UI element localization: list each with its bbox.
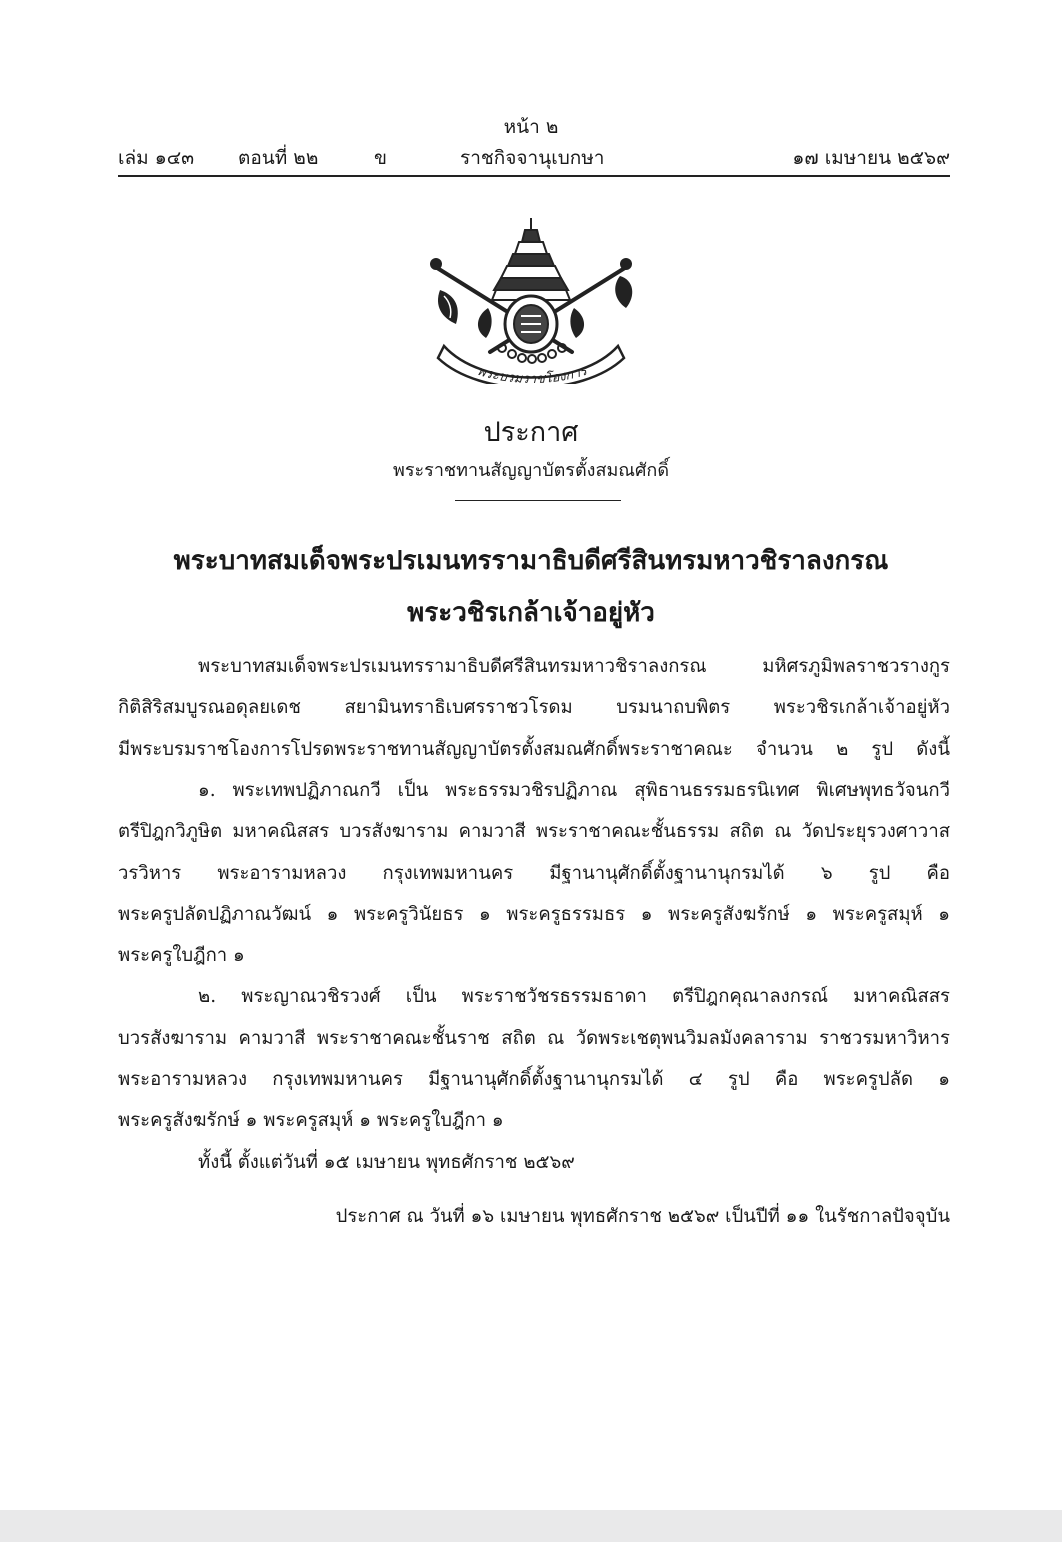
king-name-line-2: พระวชิรเกล้าเจ้าอยู่หัว [407,598,655,628]
seal-ribbon-textpath: พระบรมราชโองการ [475,363,589,384]
body-line: มีพระบรมราชโองการโปรดพระราชทานสัญญาบัตรตั้งสมณศักดิ์พระราชาคณะ จำนวน ๒ รูป ดังนี้ [118,739,950,760]
body-line: พระอารามหลวง กรุงเทพมหานคร มีฐานานุศักดิ์ตั้งฐานานุกรมได้ ๔ รูป คือ พระครูปลัด ๑ [118,1069,950,1090]
body-line: พระบาทสมเด็จพระปรเมนทรรามาธิบดีศรีสินทรมหาวชิราลงกรณ มหิศรภูมิพลราชวรางกูร [198,656,950,677]
body-line: พระครูใบฎีกา ๑ [118,945,245,966]
king-name-line-1: พระบาทสมเด็จพระปรเมนทรรามาธิบดีศรีสินทรมหาวชิราลงกรณ [173,546,889,576]
section-letter: ข [374,147,387,169]
section-number: ตอนที่ ๒๒ [238,147,319,169]
volume-number: เล่ม ๑๔๓ [118,147,195,169]
body-line: ๒. พระญาณวชิรวงศ์ เป็น พระราชวัชรธรรมธาดา ตรีปิฎกคุณาลงกรณ์ มหาคณิสสร [198,986,950,1007]
publication-date: ๑๗ เมษายน ๒๕๖๙ [792,147,950,169]
body-line: พระครูปลัดปฏิภาณวัฒน์ ๑ พระครูวินัยธร ๑ พระครูธรรมธร ๑ พระครูสังฆรักษ์ ๑ พระครูสมุห์ ๑ [118,904,950,925]
body-line: ตรีปิฎกวิภูษิต มหาคณิสสร บวรสังฆาราม คามวาสี พระราชาคณะชั้นธรรม สถิต ณ วัดประยุรวงศาวาส [118,821,950,842]
announcement-title: ประกาศ [483,417,579,448]
header-divider [118,175,950,177]
body-line: พระครูสังฆรักษ์ ๑ พระครูสมุห์ ๑ พระครูใบฎีกา ๑ [118,1110,504,1131]
body-line: บวรสังฆาราม คามวาสี พระราชาคณะชั้นราช สถิต ณ วัดพระเชตุพนวิมลมังคลาราม ราชวรมหาวิหาร [118,1028,950,1049]
body-line: ๑. พระเทพปฏิภาณกวี เป็น พระธรรมวชิรปฏิภาณ สุพิธานธรรมธรนิเทศ พิเศษพุทธวัจนกวี [198,780,950,801]
body-line: วรวิหาร พระอารามหลวง กรุงเทพมหานคร มีฐานานุศักดิ์ตั้งฐานานุกรมได้ ๖ รูป คือ [118,863,950,884]
body-line: ทั้งนี้ ตั้งแต่วันที่ ๑๕ เมษายน พุทธศักราช ๒๕๖๙ [198,1152,575,1173]
announcement-subtitle: พระราชทานสัญญาบัตรตั้งสมณศักดิ์ [392,460,670,481]
gazette-header-row [118,143,950,173]
closing-statement: ประกาศ ณ วันที่ ๑๖ เมษายน พุทธศักราช ๒๕๖๙ เป็นปีที่ ๑๑ ในรัชกาลปัจจุบัน [335,1206,950,1227]
royal-seal-icon [422,212,640,384]
page-number: หน้า ๒ [503,116,559,138]
viewer-bottom-bar [0,1510,1062,1542]
title-divider [455,500,621,501]
seal-ribbon-text [475,363,591,384]
body-line: กิติสิริสมบูรณอดุลยเดช สยามินทราธิเบศรราชวโรดม บรมนาถบพิตร พระวชิรเกล้าเจ้าอยู่หัว [118,697,950,718]
publication-name: ราชกิจจานุเบกษา [460,147,605,169]
